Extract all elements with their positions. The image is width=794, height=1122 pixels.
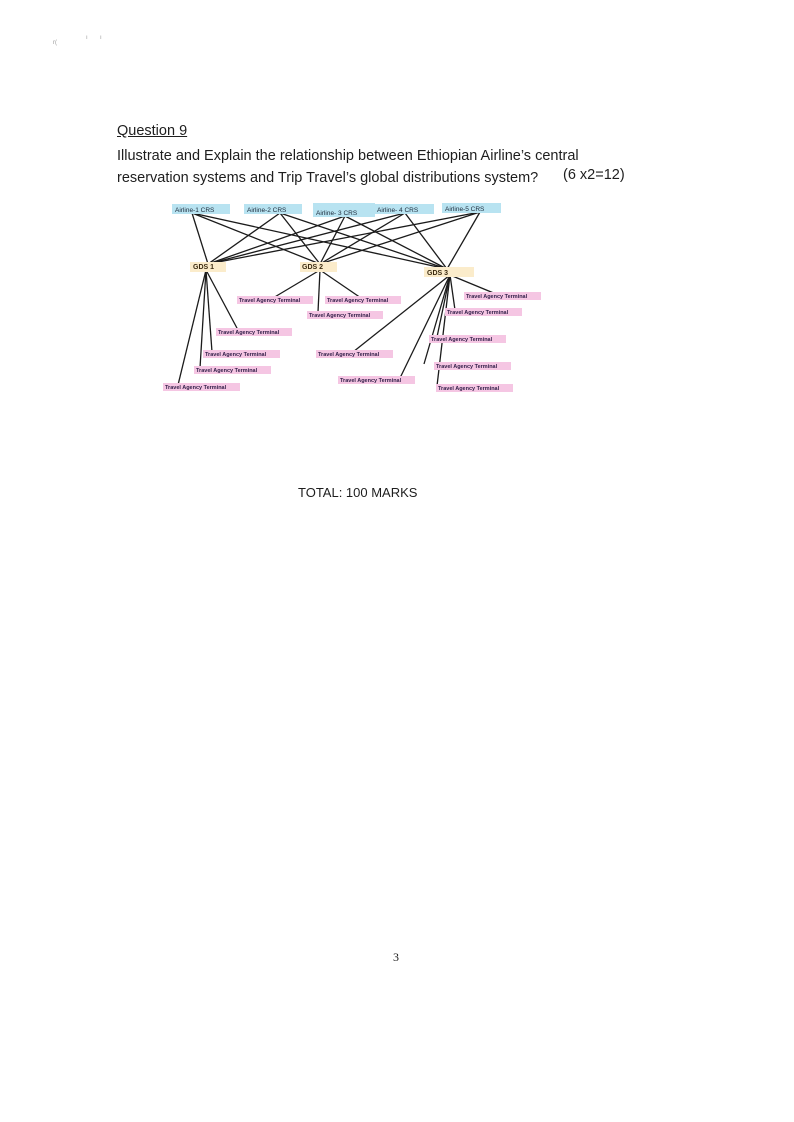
terminal-label: Travel Agency Terminal (309, 313, 371, 319)
question-text: Illustrate and Explain the relationship between Ethiopian Airline’s central reservation systems and Trip Travel’s global distributions system? (117, 148, 579, 186)
terminal-node (203, 350, 280, 358)
airline-2-label: Airline-2 CRS (247, 207, 287, 214)
terminal-label: Travel Agency Terminal (205, 352, 267, 358)
terminal-label: Travel Agency Terminal (218, 330, 280, 336)
question-title: Question 9 (117, 123, 188, 139)
gds-2-node (300, 262, 337, 272)
terminal-node (464, 292, 541, 300)
terminal-label: Travel Agency Terminal (447, 310, 509, 316)
airline-crs-nodes (172, 203, 501, 217)
airline-3-label: Airline- 3 CRS (316, 210, 358, 217)
terminal-label: Travel Agency Terminal (239, 298, 301, 304)
airline-2-node (244, 204, 302, 214)
terminal-label: Travel Agency Terminal (438, 386, 500, 392)
terminal-node (307, 311, 383, 319)
terminal-label: Travel Agency Terminal (340, 378, 402, 384)
terminal-label: Travel Agency Terminal (466, 294, 528, 300)
gds-3-label: GDS 3 (427, 270, 449, 277)
page-number: 3 (393, 950, 399, 964)
terminal-node (338, 376, 415, 384)
gds-1-node (190, 262, 226, 272)
gds-1-label: GDS 1 (193, 264, 215, 271)
terminal-node (316, 350, 393, 358)
terminal-node (429, 335, 506, 343)
gds-3-node (424, 267, 474, 277)
total-marks: TOTAL: 100 MARKS (298, 485, 418, 500)
terminal-nodes (163, 292, 541, 392)
terminal-node (325, 296, 401, 304)
gds-2-label: GDS 2 (302, 264, 324, 271)
terminal-node (163, 383, 240, 391)
terminal-label: Travel Agency Terminal (318, 352, 380, 358)
scan-mark: r( (53, 40, 57, 46)
airline-4-label: Airline- 4 CRS (377, 207, 419, 214)
scan-mark: ı (100, 35, 102, 41)
airline-5-node (442, 203, 501, 213)
terminal-node (436, 384, 513, 392)
airline-1-node (172, 204, 230, 214)
airline-3-node (313, 203, 375, 217)
airline-5-label: Airline-5 CRS (445, 206, 485, 213)
terminal-label: Travel Agency Terminal (196, 368, 258, 374)
terminal-label: Travel Agency Terminal (431, 337, 493, 343)
question-marks: (6 x2=12) (563, 167, 625, 183)
airline-1-label: Airline-1 CRS (175, 207, 215, 214)
terminal-node (216, 328, 292, 336)
terminal-label: Travel Agency Terminal (165, 385, 227, 391)
scan-mark: ı (86, 35, 88, 41)
terminal-label: Travel Agency Terminal (327, 298, 389, 304)
terminal-label: Travel Agency Terminal (436, 364, 498, 370)
terminal-node (434, 362, 511, 370)
terminal-node (194, 366, 271, 374)
terminal-node (237, 296, 313, 304)
airline-4-node (374, 204, 434, 214)
terminal-node (445, 308, 522, 316)
